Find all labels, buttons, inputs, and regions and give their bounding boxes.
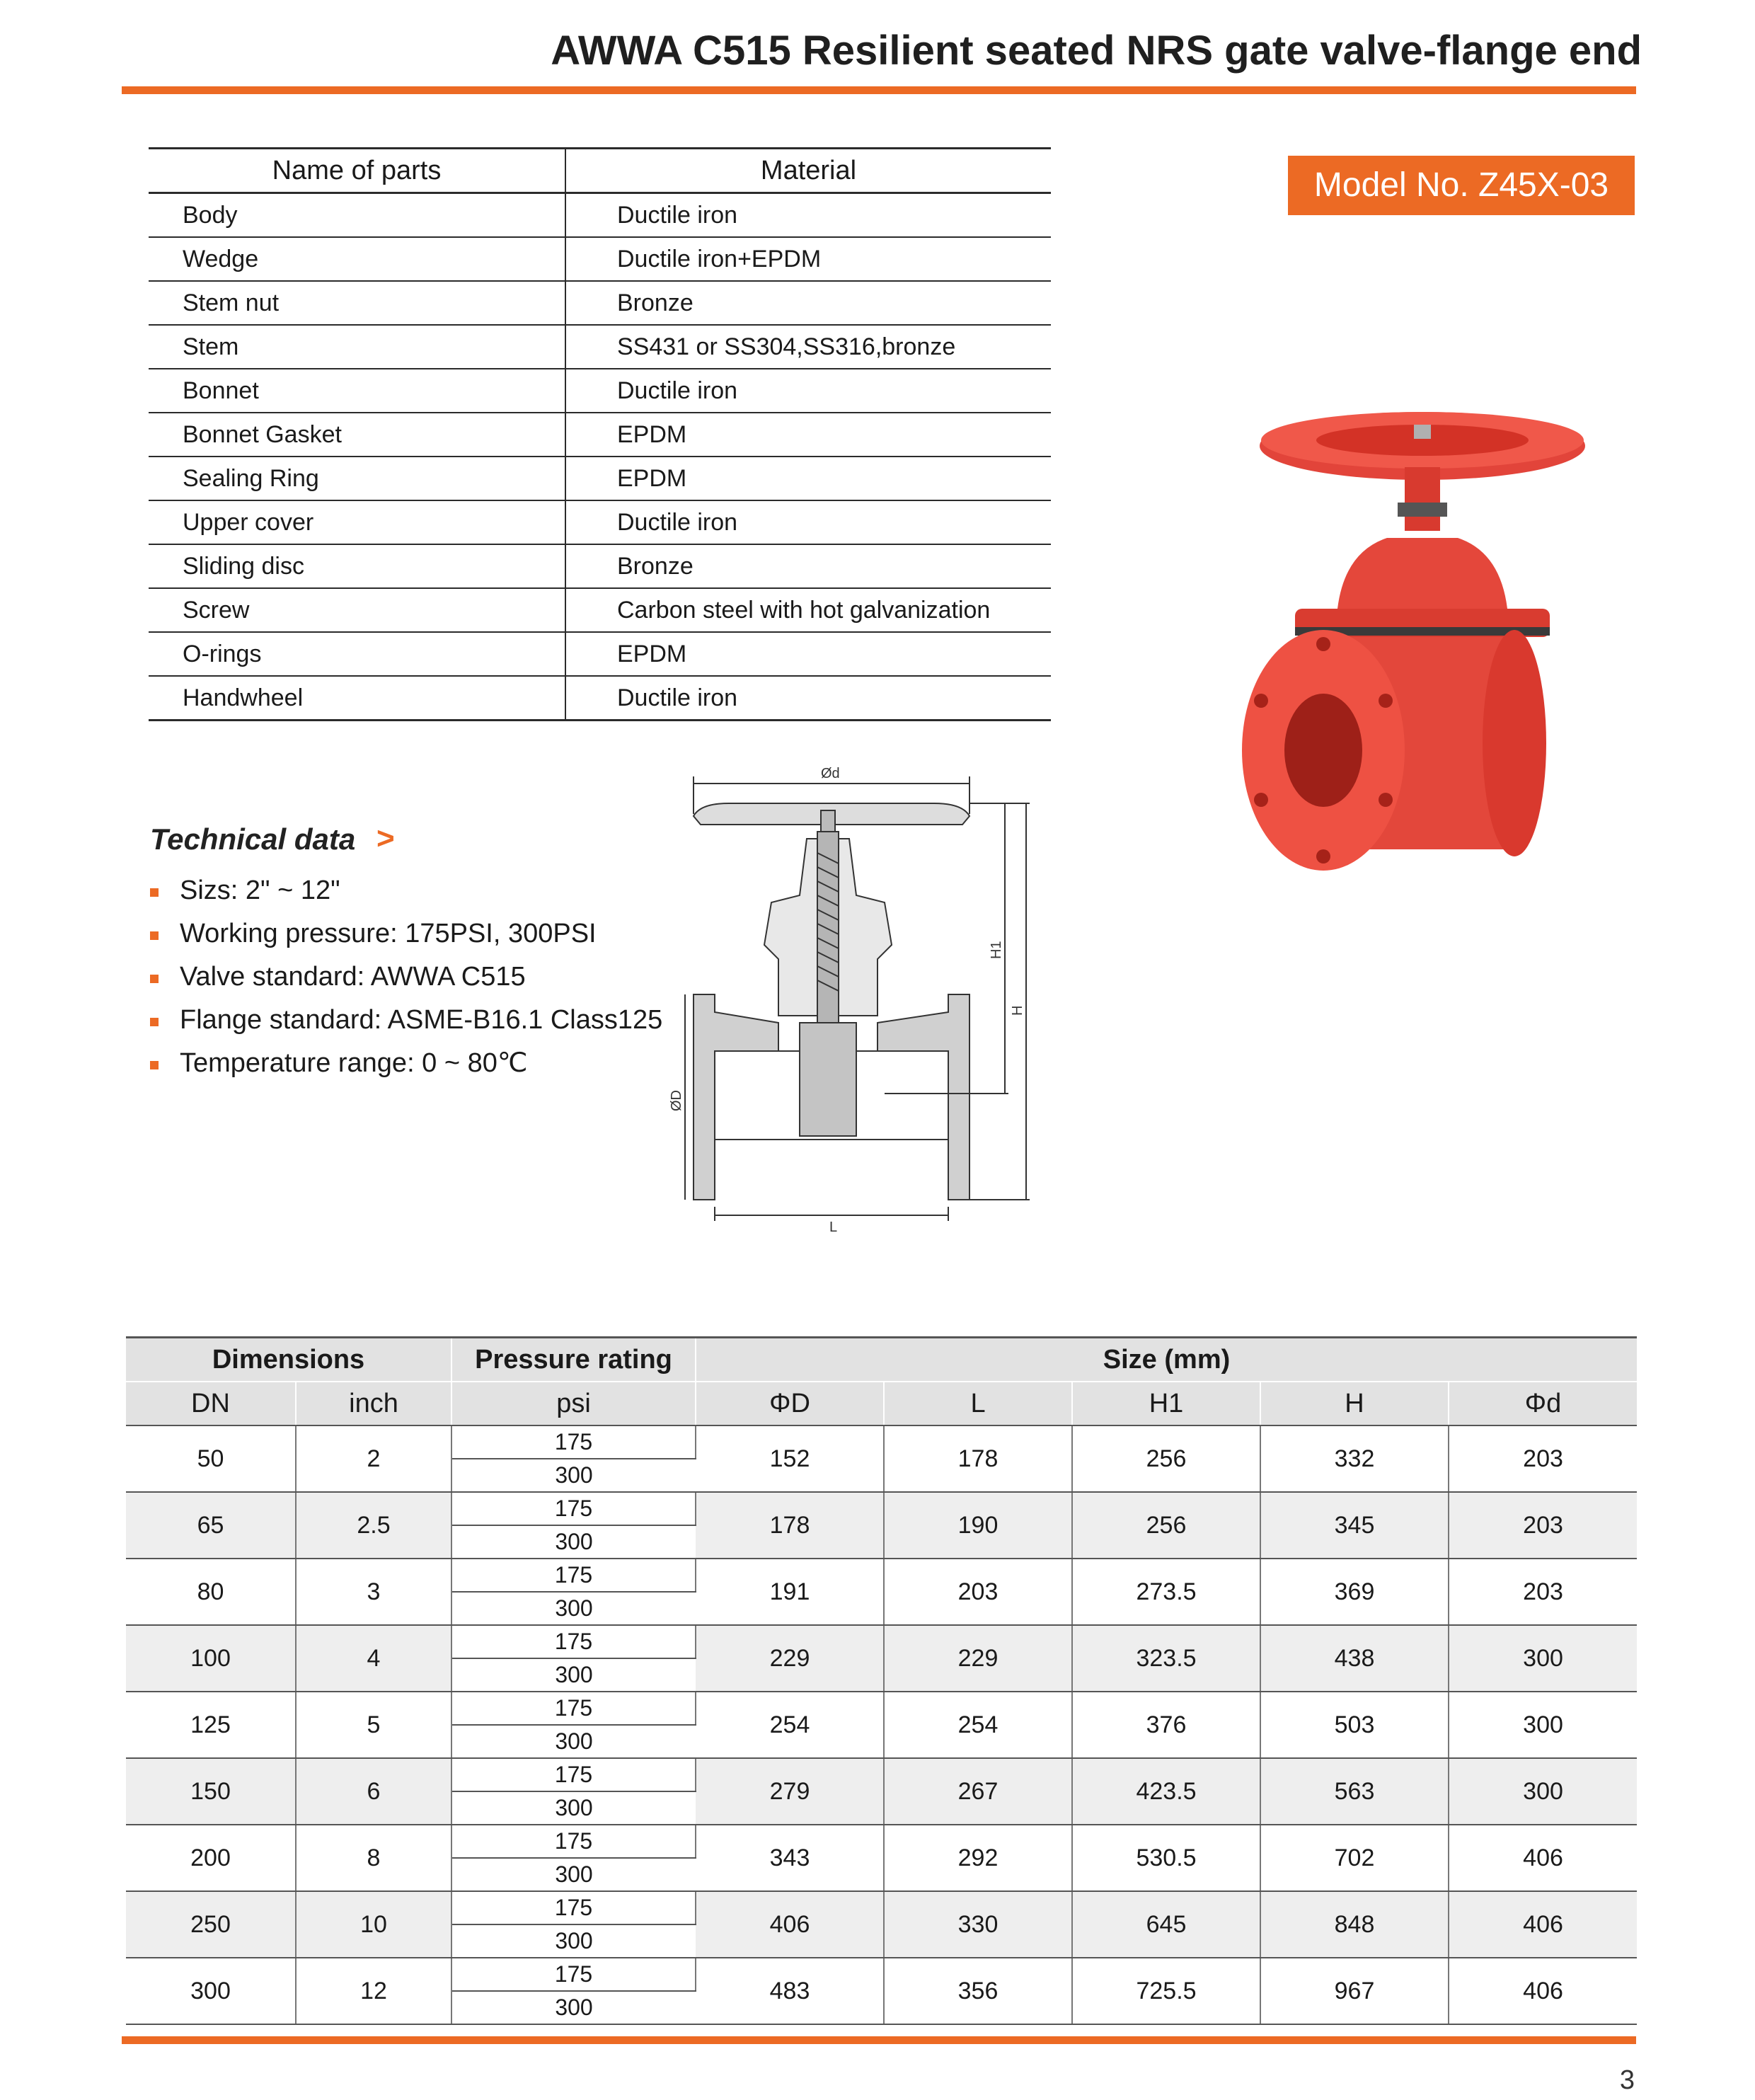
- cell-d: 203: [1449, 1559, 1637, 1625]
- drawing-label-h1: H1: [989, 941, 1004, 959]
- page-number: 3: [1619, 2065, 1635, 2095]
- technical-data-text: Temperature range: 0 ~ 80℃: [180, 1048, 528, 1078]
- cell-D: 254: [696, 1692, 884, 1758]
- cell-H: 503: [1260, 1692, 1449, 1758]
- dimension-table-row: [126, 1559, 1637, 1592]
- chevron-right-icon: >: [376, 821, 395, 856]
- cell-dn: 250: [126, 1891, 296, 1958]
- technical-data-item: [149, 999, 662, 1042]
- cell-psi: 300: [451, 1791, 696, 1825]
- cell-d: 300: [1449, 1692, 1637, 1758]
- cell-L: 267: [884, 1758, 1072, 1825]
- part-material: Ductile iron+EPDM: [565, 237, 1051, 281]
- cell-dn: 80: [126, 1559, 296, 1625]
- parts-table-row: [149, 457, 1051, 500]
- parts-table-row: [149, 193, 1051, 238]
- cell-H1: 323.5: [1072, 1625, 1260, 1692]
- cell-psi: 300: [451, 1525, 696, 1559]
- cell-d: 406: [1449, 1891, 1637, 1958]
- dimension-table-row: [126, 1825, 1637, 1858]
- cell-H: 848: [1260, 1891, 1449, 1958]
- parts-header-material: Material: [565, 149, 1051, 193]
- cell-L: 203: [884, 1559, 1072, 1625]
- dimension-table: [126, 1336, 1637, 2025]
- part-name: Bonnet Gasket: [149, 413, 565, 457]
- parts-table-row: [149, 413, 1051, 457]
- col-header-d: Φd: [1449, 1382, 1637, 1425]
- square-bullet-icon: [150, 888, 159, 897]
- cell-psi: 175: [451, 1825, 696, 1858]
- cell-psi: 175: [451, 1891, 696, 1924]
- parts-table-body: [149, 193, 1051, 721]
- cell-psi: 175: [451, 1758, 696, 1791]
- dimension-table-row: [126, 1492, 1637, 1525]
- parts-table-row: [149, 544, 1051, 588]
- cell-d: 300: [1449, 1625, 1637, 1692]
- technical-data-item: [149, 912, 662, 956]
- cell-psi: 175: [451, 1492, 696, 1525]
- technical-data-item: [149, 956, 662, 999]
- dimension-table-row: [126, 1625, 1637, 1658]
- cell-psi: 300: [451, 1459, 696, 1492]
- cell-L: 190: [884, 1492, 1072, 1559]
- cell-L: 356: [884, 1958, 1072, 2024]
- cell-D: 406: [696, 1891, 884, 1958]
- square-bullet-icon: [150, 1018, 159, 1026]
- cell-d: 406: [1449, 1825, 1637, 1891]
- gate-valve-photo: [1217, 396, 1613, 963]
- part-name: Stem nut: [149, 281, 565, 325]
- technical-data-item: [149, 869, 662, 912]
- cell-dn: 50: [126, 1425, 296, 1492]
- cell-inch: 6: [296, 1758, 451, 1825]
- cell-inch: 8: [296, 1825, 451, 1891]
- cell-H: 438: [1260, 1625, 1449, 1692]
- dimension-table-row: [126, 1758, 1637, 1791]
- square-bullet-icon: [150, 931, 159, 940]
- cell-d: 203: [1449, 1492, 1637, 1559]
- parts-table-row: [149, 281, 1051, 325]
- technical-data-text: Flange standard: ASME-B16.1 Class125: [180, 1005, 663, 1035]
- cell-H: 702: [1260, 1825, 1449, 1891]
- col-header-dn: DN: [126, 1382, 296, 1425]
- part-name: Bonnet: [149, 369, 565, 413]
- pressure-group-header: Pressure rating: [451, 1338, 696, 1382]
- cell-L: 178: [884, 1425, 1072, 1492]
- cell-dn: 150: [126, 1758, 296, 1825]
- part-name: O-rings: [149, 632, 565, 676]
- dimension-table-row: [126, 1958, 1637, 1991]
- dimension-table-body: [126, 1425, 1637, 2024]
- part-material: SS431 or SS304,SS316,bronze: [565, 325, 1051, 369]
- part-name: Screw: [149, 588, 565, 632]
- cell-inch: 12: [296, 1958, 451, 2024]
- dimension-table-group-header: [126, 1338, 1637, 1382]
- cell-H1: 530.5: [1072, 1825, 1260, 1891]
- dimension-table-column-header: [126, 1382, 1637, 1425]
- dimension-table-row: [126, 1692, 1637, 1725]
- valve-section-drawing: [669, 754, 1054, 1235]
- cell-psi: 300: [451, 1991, 696, 2024]
- page-title: AWWA C515 Resilient seated NRS gate valve-flange end: [551, 28, 1642, 74]
- col-header-inch: inch: [296, 1382, 451, 1425]
- cell-H1: 256: [1072, 1492, 1260, 1559]
- cell-inch: 10: [296, 1891, 451, 1958]
- cell-D: 178: [696, 1492, 884, 1559]
- cell-dn: 100: [126, 1625, 296, 1692]
- cell-D: 279: [696, 1758, 884, 1825]
- square-bullet-icon: [150, 1061, 159, 1069]
- parts-header-name: Name of parts: [149, 149, 565, 193]
- dimensions-group-header: Dimensions: [126, 1338, 451, 1382]
- cell-D: 483: [696, 1958, 884, 2024]
- cell-psi: 300: [451, 1592, 696, 1625]
- part-material: Bronze: [565, 281, 1051, 325]
- col-header-H: H: [1260, 1382, 1449, 1425]
- col-header-psi: psi: [451, 1382, 696, 1425]
- technical-data-text: Working pressure: 175PSI, 300PSI: [180, 919, 597, 948]
- technical-data-item: [149, 1042, 662, 1085]
- cell-dn: 200: [126, 1825, 296, 1891]
- col-header-L: L: [884, 1382, 1072, 1425]
- part-name: Sliding disc: [149, 544, 565, 588]
- cell-d: 406: [1449, 1958, 1637, 2024]
- cell-d: 203: [1449, 1425, 1637, 1492]
- size-group-header: Size (mm): [696, 1338, 1637, 1382]
- col-header-D: ΦD: [696, 1382, 884, 1425]
- cell-D: 152: [696, 1425, 884, 1492]
- parts-table-header: [149, 149, 1051, 193]
- technical-data-list: [149, 869, 662, 1085]
- cell-inch: 3: [296, 1559, 451, 1625]
- part-name: Sealing Ring: [149, 457, 565, 500]
- cell-L: 330: [884, 1891, 1072, 1958]
- part-material: Ductile iron: [565, 500, 1051, 544]
- parts-table-row: [149, 369, 1051, 413]
- parts-table-row: [149, 588, 1051, 632]
- drawing-label-l: L: [829, 1220, 838, 1235]
- part-material: Ductile iron: [565, 369, 1051, 413]
- header-rule: [122, 86, 1636, 94]
- parts-table-row: [149, 325, 1051, 369]
- parts-table-row: [149, 237, 1051, 281]
- part-name: Stem: [149, 325, 565, 369]
- cell-H1: 725.5: [1072, 1958, 1260, 2024]
- col-header-H1: H1: [1072, 1382, 1260, 1425]
- cell-H1: 256: [1072, 1425, 1260, 1492]
- parts-table-row: [149, 500, 1051, 544]
- cell-dn: 125: [126, 1692, 296, 1758]
- cell-L: 292: [884, 1825, 1072, 1891]
- dimension-table-row: [126, 1425, 1637, 1459]
- drawing-label-D: ØD: [669, 1090, 684, 1111]
- cell-psi: 300: [451, 1658, 696, 1692]
- technical-data-text: Valve standard: AWWA C515: [180, 962, 526, 992]
- cell-psi: 300: [451, 1924, 696, 1958]
- part-material: Ductile iron: [565, 193, 1051, 238]
- cell-inch: 4: [296, 1625, 451, 1692]
- cell-psi: 300: [451, 1858, 696, 1891]
- cell-psi: 175: [451, 1559, 696, 1592]
- parts-material-table: [149, 147, 1051, 721]
- drawing-label-h: H: [1010, 1005, 1025, 1016]
- parts-table-row: [149, 676, 1051, 721]
- cell-inch: 2.5: [296, 1492, 451, 1559]
- cell-psi: 175: [451, 1425, 696, 1459]
- drawing-label-d: Ød: [821, 766, 840, 781]
- part-material: Bronze: [565, 544, 1051, 588]
- part-name: Body: [149, 193, 565, 238]
- cell-H1: 376: [1072, 1692, 1260, 1758]
- part-material: Ductile iron: [565, 676, 1051, 721]
- cell-H1: 423.5: [1072, 1758, 1260, 1825]
- cell-H1: 645: [1072, 1891, 1260, 1958]
- cell-D: 343: [696, 1825, 884, 1891]
- part-name: Handwheel: [149, 676, 565, 721]
- cell-H: 332: [1260, 1425, 1449, 1492]
- cell-psi: 175: [451, 1958, 696, 1991]
- dimension-table-row: [126, 1891, 1637, 1924]
- cell-psi: 175: [451, 1692, 696, 1725]
- part-material: EPDM: [565, 457, 1051, 500]
- cell-L: 254: [884, 1692, 1072, 1758]
- cell-D: 191: [696, 1559, 884, 1625]
- cell-H: 369: [1260, 1559, 1449, 1625]
- part-material: EPDM: [565, 413, 1051, 457]
- cell-psi: 175: [451, 1625, 696, 1658]
- cell-D: 229: [696, 1625, 884, 1692]
- cell-H: 967: [1260, 1958, 1449, 2024]
- part-name: Wedge: [149, 237, 565, 281]
- cell-H: 563: [1260, 1758, 1449, 1825]
- parts-table-row: [149, 632, 1051, 676]
- technical-data-text: Sizs: 2" ~ 12": [180, 876, 340, 905]
- footer-rule: [122, 2036, 1636, 2044]
- cell-inch: 5: [296, 1692, 451, 1758]
- part-material: Carbon steel with hot galvanization: [565, 588, 1051, 632]
- cell-d: 300: [1449, 1758, 1637, 1825]
- cell-H: 345: [1260, 1492, 1449, 1559]
- part-material: EPDM: [565, 632, 1051, 676]
- cell-dn: 300: [126, 1958, 296, 2024]
- technical-data-title: Technical data: [150, 822, 356, 856]
- part-name: Upper cover: [149, 500, 565, 544]
- cell-L: 229: [884, 1625, 1072, 1692]
- cell-H1: 273.5: [1072, 1559, 1260, 1625]
- cell-dn: 65: [126, 1492, 296, 1559]
- square-bullet-icon: [150, 975, 159, 983]
- cell-psi: 300: [451, 1725, 696, 1758]
- model-number-badge: Model No. Z45X-03: [1288, 156, 1635, 215]
- cell-inch: 2: [296, 1425, 451, 1492]
